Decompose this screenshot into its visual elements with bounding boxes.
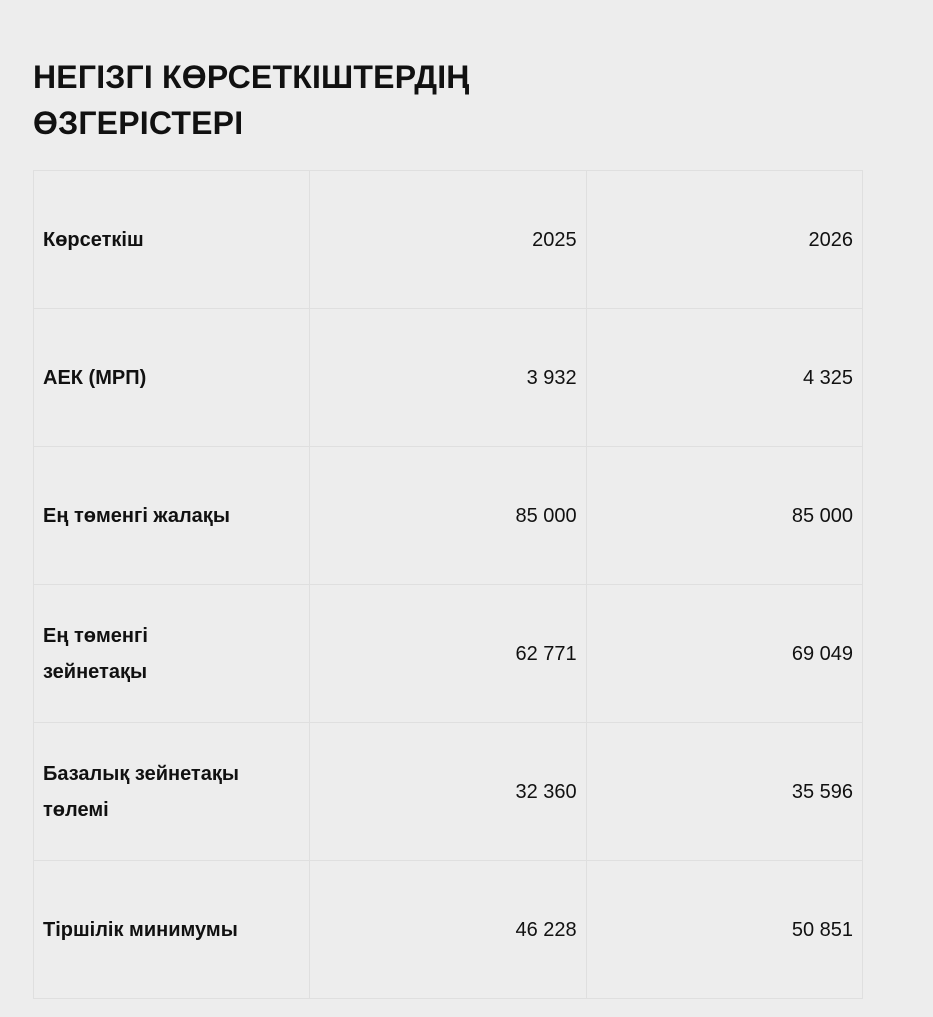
- value-2026: 85 000: [586, 447, 862, 585]
- table-header-row: [34, 171, 863, 309]
- table-row: [34, 309, 863, 447]
- row-label-cell: [34, 861, 310, 999]
- row-label-cell: [34, 447, 310, 585]
- value-2026: 4 325: [586, 309, 862, 447]
- row-label: АЕК (МРП): [43, 366, 147, 389]
- column-header-2025: 2025: [310, 171, 586, 309]
- value-2026: 35 596: [586, 723, 862, 861]
- row-label-cell: [34, 309, 310, 447]
- column-header-2026: 2026: [586, 171, 862, 309]
- indicators-table: [33, 170, 863, 999]
- table-row: [34, 447, 863, 585]
- value-2025: 3 932: [310, 309, 586, 447]
- table-row: [34, 723, 863, 861]
- table-row: [34, 585, 863, 723]
- row-label: Тіршілік минимумы: [43, 918, 238, 941]
- row-label-cell: [34, 585, 310, 723]
- table-row: [34, 861, 863, 999]
- row-label-cell: [34, 723, 310, 861]
- value-2025: 32 360: [310, 723, 586, 861]
- column-header-indicator: [34, 171, 310, 309]
- value-2025: 46 228: [310, 861, 586, 999]
- value-2026: 69 049: [586, 585, 862, 723]
- row-label: Ең төменгі жалақы: [43, 504, 230, 527]
- page-title: НЕГІЗГІ КӨРСЕТКІШТЕРДІҢ ӨЗГЕРІСТЕРІ: [33, 59, 470, 141]
- value-2025: 62 771: [310, 585, 586, 723]
- value-2025: 85 000: [310, 447, 586, 585]
- column-header-indicator-label: Көрсеткіш: [43, 228, 144, 251]
- row-label: Базалық зейнетақы төлемі: [43, 762, 239, 821]
- value-2026: 50 851: [586, 861, 862, 999]
- row-label: Ең төменгі зейнетақы: [43, 624, 148, 683]
